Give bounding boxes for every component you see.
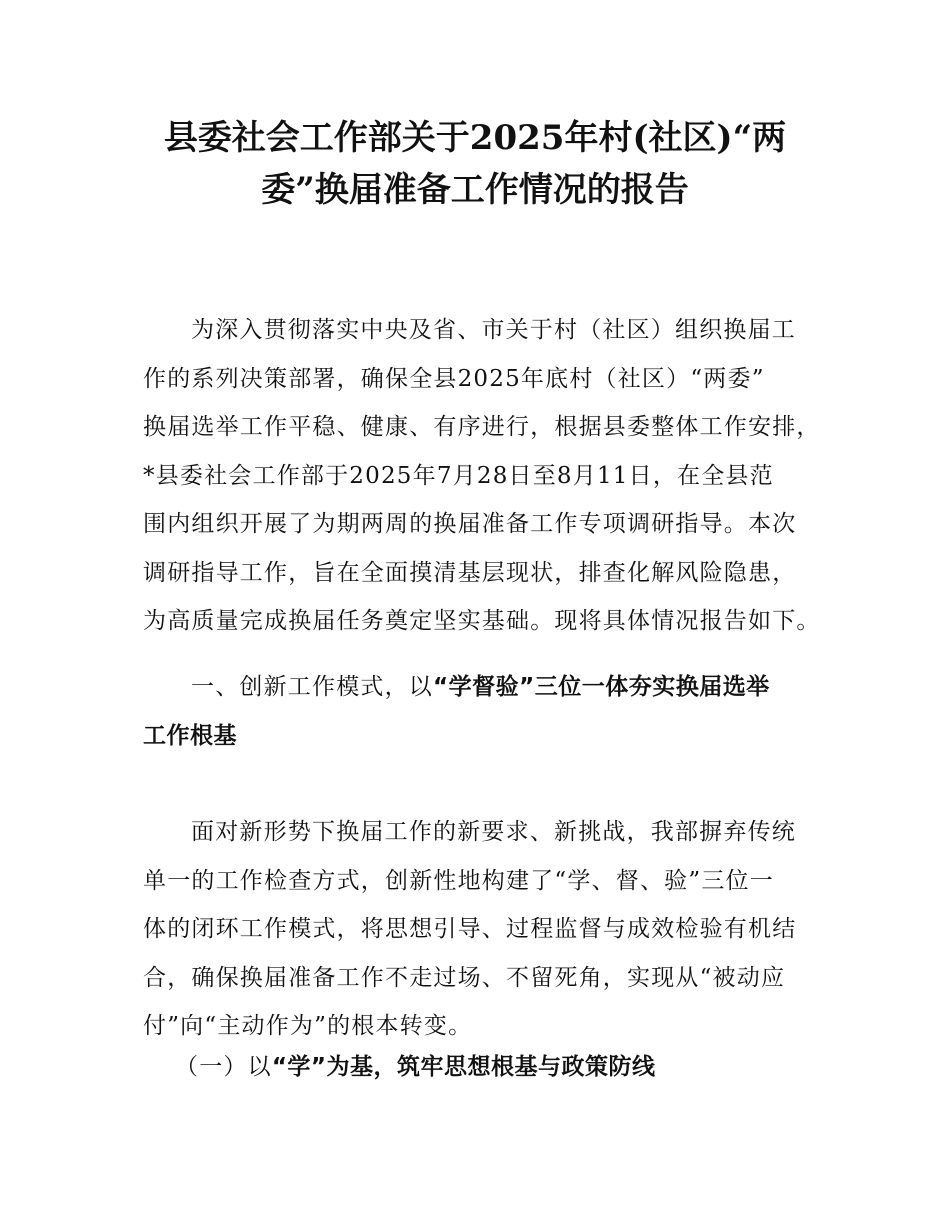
subheading-prefix: （一）以: [175, 1054, 272, 1080]
paragraph-line: *县委社会工作部于2025年7月28日至8月11日，在全县范: [143, 462, 774, 489]
paragraph-line: 为高质量完成换届任务奠定坚实基础。现将具体情况报告如下。: [143, 608, 821, 634]
subsection-heading-1: [175, 1043, 815, 1092]
paragraph-intro: [143, 306, 833, 646]
paragraph-line: 换届选举工作平稳、健康、有序进行，根据县委整体工作安排，: [143, 414, 821, 440]
paragraph-section-1: [143, 808, 833, 1051]
paragraph-line: 付”向“主动作为”的根本转变。: [143, 1013, 473, 1039]
paragraph-line: 为深入贯彻落实中央及省、市关于村（社区）组织换届工: [191, 317, 796, 343]
heading-prefix: 一、创新工作模式，以: [191, 674, 433, 700]
paragraph-line: 作的系列决策部署，确保全县2025年底村（社区）“两委”: [143, 365, 765, 392]
title-line-1: 县委社会工作部关于2025年村(社区)“两: [163, 118, 787, 158]
section-heading-1: [143, 663, 833, 760]
paragraph-line: 围内组织开展了为期两周的换届准备工作专项调研指导。本次: [143, 511, 797, 537]
heading-bold-text: “学督验”三位一体夯实换届选举: [433, 674, 770, 700]
paragraph-line: 体的闭环工作模式，将思想引导、过程监督与成效检验有机结: [143, 916, 797, 942]
subheading-bold-text: “学”为基，筑牢思想根基与政策防线: [271, 1054, 656, 1080]
paragraph-line: 面对新形势下换届工作的新要求、新挑战，我部摒弃传统: [191, 819, 796, 845]
paragraph-line: 单一的工作检查方式，创新性地构建了“学、督、验”三位一: [143, 867, 774, 894]
heading-bold-text-continued: 工作根基: [143, 722, 237, 749]
paragraph-line: 合，确保换届准备工作不走过场、不留死角，实现从“被动应: [143, 964, 786, 991]
title-line-2: 委”换届准备工作情况的报告: [261, 170, 689, 210]
paragraph-line: 调研指导工作，旨在全面摸清基层现状，排查化解风险隐患，: [143, 559, 797, 586]
document-title: [120, 112, 830, 216]
